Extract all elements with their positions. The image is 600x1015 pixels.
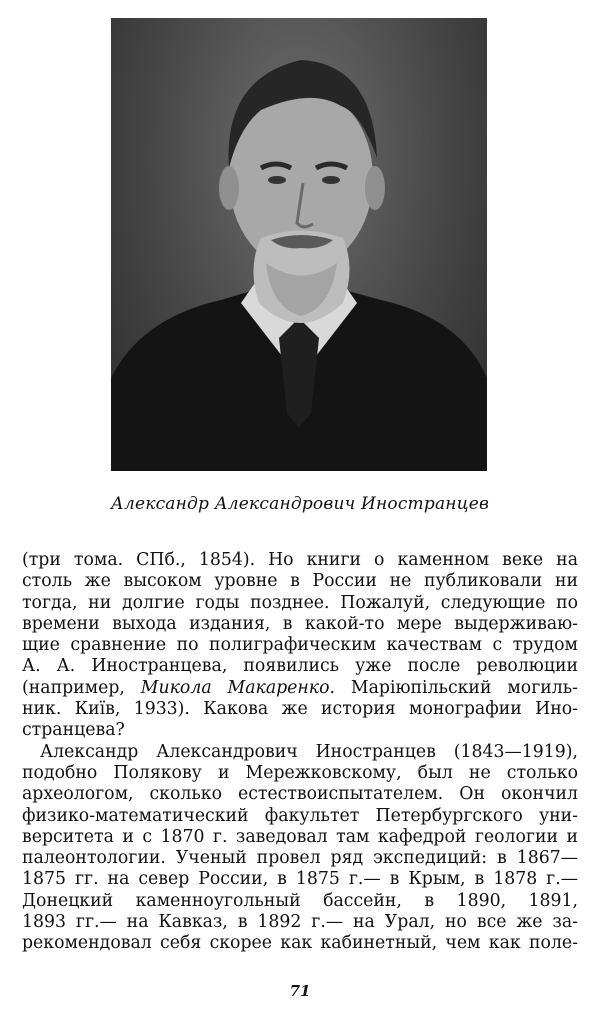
body-text: [22, 550, 578, 955]
italic-reference: Микола Макаренко.: [140, 677, 336, 698]
text-line: 1875 гг. на север России, в 1875 г.— в Крым, в 1878 г.—: [22, 869, 578, 890]
figure-caption: Александр Александрович Иностранцев: [110, 494, 490, 514]
text-line: палеонтологии. Ученый провел ряд экспедиций: в 1867—: [22, 848, 578, 869]
text-line: столь же высоком уровне в России не публиковали ни: [22, 571, 578, 592]
text-line: [22, 678, 578, 699]
text-line: тогда, ни долгие годы позднее. Пожалуй, следующие по: [22, 592, 578, 613]
text-line: археологом, сколько естествоиспытателем. Он окончил: [22, 784, 578, 805]
text-line: времени выхода издания, в какой-то мере выдерживаю-: [22, 613, 578, 634]
text-line: верситета и с 1870 г. заведовал там кафедрой геологии и: [22, 826, 578, 847]
text-line: (три тома. СПб., 1854). Но книги о каменном веке на: [22, 550, 578, 570]
text-line: щие сравнение по полиграфическим качествам с трудом: [22, 635, 578, 656]
text-fragment: Маріюпільский могиль-: [335, 677, 578, 698]
text-fragment: (например,: [22, 677, 141, 698]
text-line: 1893 гг.— на Кавказ, в 1892 г.— на Урал, но все же за-: [22, 912, 578, 933]
text-line: Александр Александрович Иностранцев (1843—1919),: [40, 741, 578, 762]
text-line: рекомендовал себя скорее как кабинетный, чем как поле-: [22, 933, 578, 954]
text-line: странцева?: [22, 720, 125, 741]
text-line: подобно Полякову и Мережковскому, был не столько: [22, 762, 578, 783]
text-line: ник. Київ, 1933). Какова же история монографии Ино-: [22, 699, 578, 720]
portrait-photo: [111, 18, 487, 471]
text-line: физико-математический факультет Петербургского уни-: [22, 805, 578, 826]
page-number: 71: [289, 982, 311, 1000]
text-line: Донецкий каменноугольный бассейн, в 1890, 1891,: [22, 890, 578, 911]
text-line: А. А. Иностранцева, появились уже после революции: [22, 656, 578, 677]
